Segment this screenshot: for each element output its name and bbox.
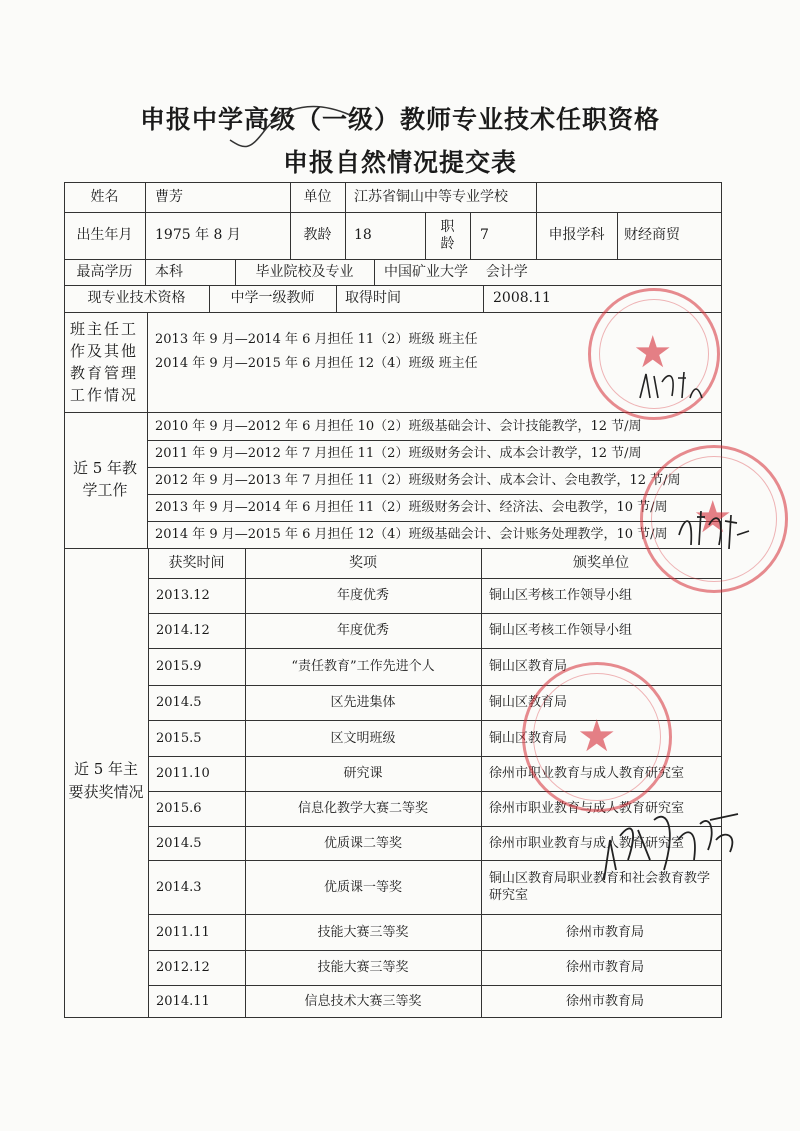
award-time: 2011.10 [156, 766, 210, 781]
headteacher-line: 2014 年 9 月—2015 年 6 月担任 12（4）班级 班主任 [155, 355, 478, 371]
seal-star-icon: ★ [693, 492, 733, 543]
teaching-line: 2013 年 9 月—2014 年 6 月担任 11（2）班级财务会计、经济法、会电教学，10 节/周 [155, 500, 668, 515]
award-name: 优质课二等奖 [323, 835, 402, 851]
award-issuer: 徐州市教育局 [565, 924, 644, 940]
award-time: 2015.9 [156, 659, 202, 674]
birth-value: 1975 年 8 月 [155, 227, 241, 243]
award-name: 技能大赛三等奖 [317, 960, 409, 975]
award-issuer: 铜山区考核工作领导小组 [489, 623, 633, 638]
title-line-2: 申报自然情况提交表 [282, 148, 517, 177]
unit-value: 江苏省铜山中等专业学校 [354, 188, 508, 205]
award-time: 2014.12 [156, 623, 210, 638]
awards-header-time: 获奖时间 [168, 554, 225, 571]
award-issuer: 徐州市教育局 [565, 993, 644, 1009]
check-mark-icon [225, 100, 355, 160]
edu-label: 最高学历 [76, 263, 133, 280]
signature-2 [675, 505, 755, 555]
award-name: 区文明班级 [330, 730, 396, 746]
title-age-label: 职龄 [440, 218, 455, 252]
edu-value: 本科 [155, 263, 183, 280]
award-issuer: 铜山区考核工作领导小组 [489, 588, 633, 603]
signature-1 [636, 368, 706, 408]
name-label: 姓名 [90, 188, 119, 205]
award-issuer: 徐州市职业教育与成人教育研究室 [489, 835, 685, 851]
school-value: 中国矿业大学 会计学 [384, 263, 528, 280]
award-name: 信息技术大赛三等奖 [304, 993, 422, 1009]
award-time: 2013.12 [156, 588, 210, 603]
headteacher-line: 2013 年 9 月—2014 年 6 月担任 11（2）班级 班主任 [155, 331, 478, 347]
award-name: “责任教育”工作先进个人 [291, 659, 435, 674]
title-age-value: 7 [480, 227, 489, 243]
title-line-1: 申报中学高级（一级）教师专业技术任职资格 [139, 105, 660, 134]
awards-label: 近 5 年主要获奖情况 [68, 760, 144, 801]
subject-label: 申报学科 [548, 227, 605, 243]
award-issuer: 徐州市职业教育与成人教育研究室 [489, 766, 685, 781]
award-time: 2011.11 [156, 924, 210, 940]
award-time: 2014.5 [156, 695, 202, 710]
subject-value: 财经商贸 [624, 227, 680, 243]
award-time: 2015.5 [156, 730, 202, 746]
cur-title-value: 中学一级教师 [230, 290, 315, 306]
award-issuer: 铜山区教育局 [489, 695, 568, 710]
seal-star-icon: ★ [577, 711, 617, 762]
award-name: 优质课一等奖 [323, 879, 402, 895]
school-label: 毕业院校及专业 [255, 263, 354, 280]
award-issuer: 铜山区教育局 [489, 659, 568, 674]
teaching-line: 2012 年 9 月—2013 年 7 月担任 11（2）班级财务会计、成本会计、会电教学，12 节/周 [155, 473, 681, 488]
seal-star-icon: ★ [633, 327, 673, 378]
award-name: 年度优秀 [336, 623, 389, 638]
cur-title-label: 现专业技术资格 [87, 290, 186, 306]
teaching-line: 2011 年 9 月—2012 年 7 月担任 11（2）班级财务会计、成本会计教学，12 节/周 [155, 446, 642, 461]
teaching-label: 近 5 年教学工作 [72, 459, 138, 499]
award-name: 技能大赛三等奖 [317, 924, 409, 940]
award-issuer: 徐州市职业教育与成人教育研究室 [489, 801, 685, 816]
award-name: 信息化教学大赛二等奖 [297, 801, 428, 816]
award-time: 2012.12 [156, 960, 210, 975]
teaching-line: 2010 年 9 月—2012 年 6 月担任 10（2）班级基础会计、会计技能教学，12 节/周 [155, 418, 642, 434]
birth-label: 出生年月 [76, 227, 133, 243]
teach-age-label: 教龄 [303, 227, 332, 243]
award-issuer: 铜山区教育局 [489, 730, 568, 746]
award-time: 2015.6 [156, 801, 202, 816]
award-time: 2014.5 [156, 835, 202, 851]
award-issuer: 徐州市教育局 [565, 960, 644, 975]
name-value: 曹芳 [155, 188, 183, 205]
award-issuer: 铜山区教育局职业教育和社会教育教学研究室 [489, 871, 711, 903]
signature-3 [598, 800, 748, 890]
teaching-line: 2014 年 9 月—2015 年 6 月担任 12（4）班级基础会计、会计账务处理教学，10 节/周 [155, 527, 668, 542]
obtain-label: 取得时间 [345, 290, 401, 306]
teach-age-value: 18 [354, 227, 372, 243]
award-name: 年度优秀 [336, 588, 389, 603]
award-time: 2014.11 [156, 993, 210, 1009]
awards-header-issuer: 颁奖单位 [573, 554, 629, 571]
headteacher-label: 班主任工作及其他教育管理工作情况 [70, 320, 139, 404]
school-seal [522, 662, 672, 812]
award-name: 研究课 [343, 766, 383, 781]
awards-header-award: 奖项 [349, 554, 377, 571]
award-name: 区先进集体 [330, 695, 396, 710]
award-time: 2014.3 [156, 879, 202, 895]
obtain-value: 2008.11 [493, 290, 551, 306]
unit-label: 单位 [303, 188, 332, 205]
